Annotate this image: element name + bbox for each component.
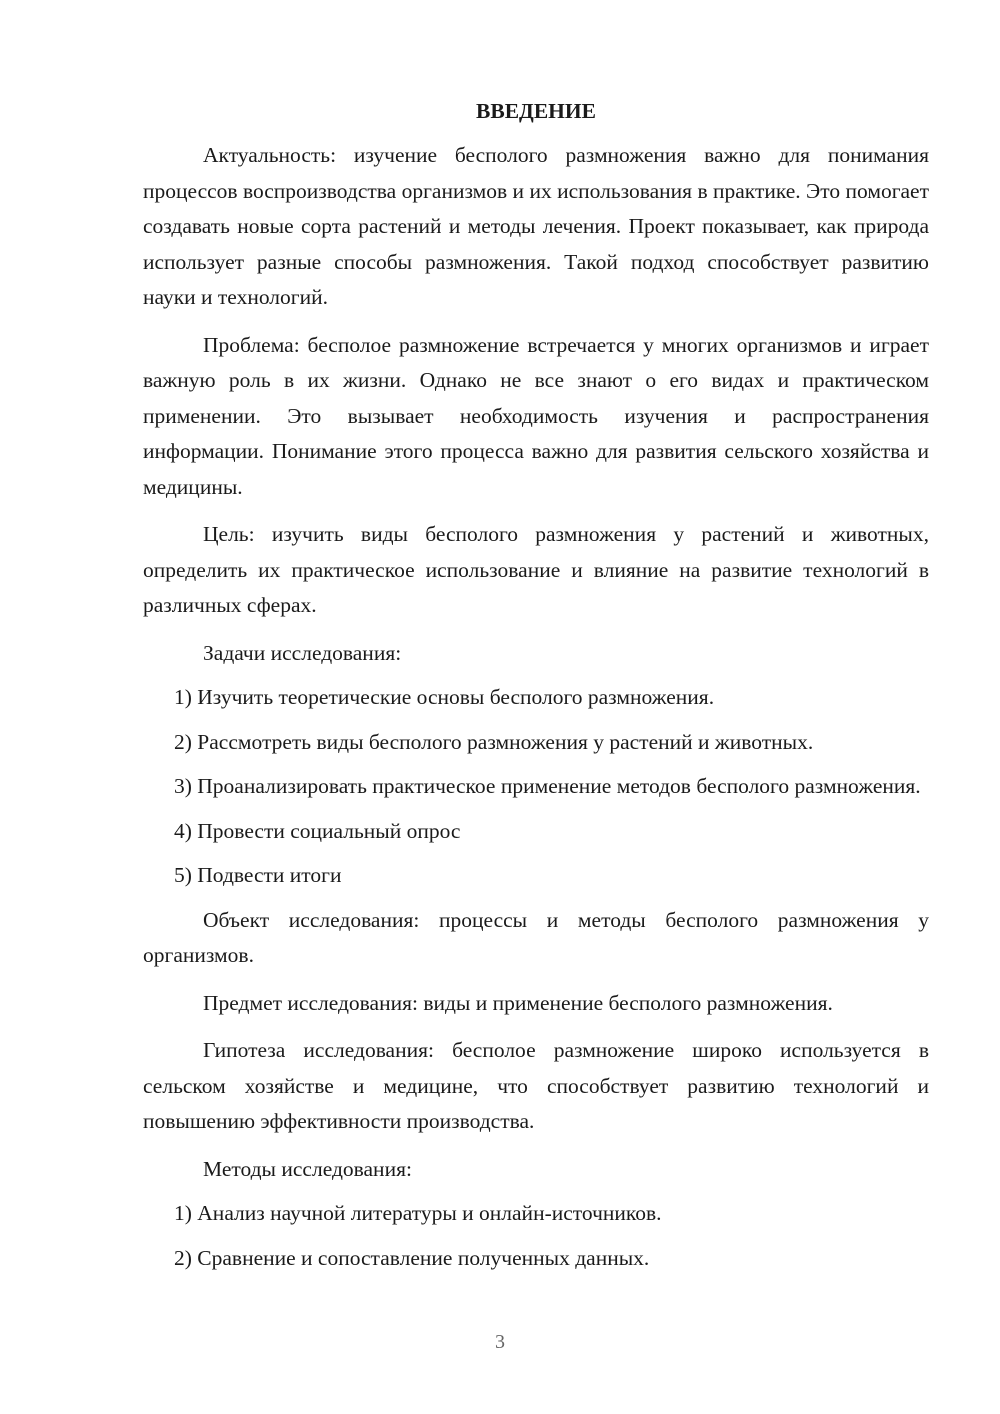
object-paragraph: Объект исследования: процессы и методы бесполого размножения у организмов. xyxy=(143,907,929,967)
task-item-4: 4) Провести социальный опрос xyxy=(174,818,461,843)
task-item-5: 5) Подвести итоги xyxy=(174,863,342,887)
document-page xyxy=(143,95,929,1285)
task-item-1: 1) Изучить теоретические основы бесполого размножения. xyxy=(174,685,715,709)
method-item-2: 2) Сравнение и сопоставление полученных данных. xyxy=(174,1245,650,1270)
problem-paragraph: Проблема: бесполое размножение встречается у многих организмов и играет важную роль в их жизни. Однако не все знают о его видах и практическом применении. Это вызывает необходимость изучения и распространения информации. Понимание этого процесса важно для развития сельского хозяйства и медицины. xyxy=(143,332,929,499)
hypothesis-paragraph: Гипотеза исследования: бесполое размножение широко используется в сельском хозяйстве и медицине, что способствует развитию технологий и повышению эффективности производства. xyxy=(143,1038,929,1133)
page-title: ВВЕДЕНИЕ xyxy=(476,99,596,123)
goal-paragraph: Цель: изучить виды бесполого размножения у растений и животных, определить их практическое использование и влияние на развитие технологий в различных сферах. xyxy=(143,522,929,617)
subject-paragraph: Предмет исследования: виды и применение бесполого размножения. xyxy=(203,990,833,1015)
relevance-paragraph: Актуальность: изучение бесполого размножения важно для понимания процессов воспроизводства организмов и их использования в практике. Это помогает создавать новые сорта растений и методы лечения. Проект показывает, как природа использует разные способы размножения. Такой подход способствует развитию науки и технологий. xyxy=(143,143,929,309)
task-item-3: 3) Проанализировать практическое применение методов бесполого размножения. xyxy=(174,774,921,798)
tasks-label: Задачи исследования: xyxy=(203,640,402,665)
method-item-1: 1) Анализ научной литературы и онлайн-источников. xyxy=(174,1201,662,1225)
page-number: 3 xyxy=(495,1331,505,1353)
methods-label: Методы исследования: xyxy=(203,1156,412,1181)
task-item-2: 2) Рассмотреть виды бесполого размножения у растений и животных. xyxy=(174,729,814,754)
